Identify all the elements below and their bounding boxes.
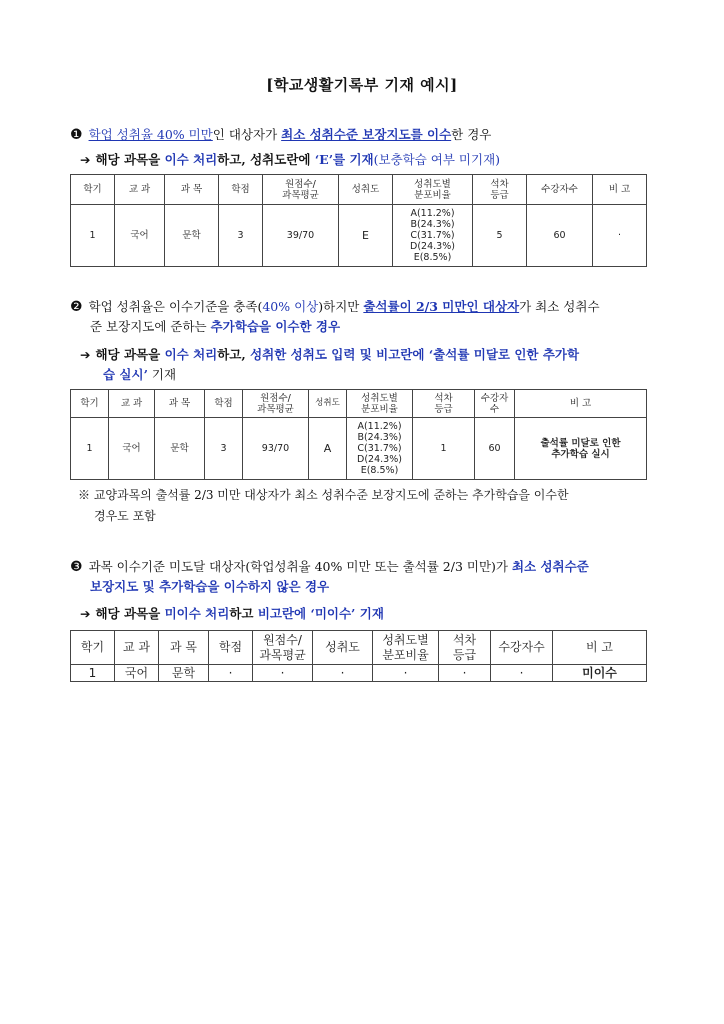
case1-text: 이수 처리 [164,152,218,167]
col-semester: 학기 [71,390,109,418]
case2-heading-line1 [70,298,600,316]
case1-text: 해당 과목을 [95,152,165,167]
header-text: 등급 [490,189,509,201]
case3-text: 비고란에 ‘미이수’ 기재 [257,606,384,621]
case3-text: 보장지도 및 추가학습을 이수하지 않은 경우 [90,579,330,594]
header-text: 분포비율 [414,189,451,201]
case1-bullet: ❶ [70,127,83,143]
cell-subject: 문학 [165,205,219,267]
table-row [71,665,647,682]
dist-item: D(24.3%) [357,454,402,465]
case2-text: 이수 처리 [164,347,218,362]
col-semester: 학기 [71,631,115,665]
table-header-row [71,175,647,205]
col-subject: 과 목 [165,175,219,205]
cell-rank: · [439,665,491,682]
dist-item: E(8.5%) [413,252,452,263]
case2-note-line2: 경우도 포함 [94,509,156,523]
col-credit: 학점 [209,631,253,665]
case2-text: 40% 이상 [262,299,319,314]
case1-instruction [80,151,500,169]
dist-item: A(11.2%) [410,208,455,219]
header-text: 과목평균 [259,647,306,662]
case1-text: 하고, 성취도란에 [217,152,315,167]
page-title: [학교생활기록부 기재 예시] [266,76,458,94]
col-distribution [393,175,473,205]
case3-bullet: ❸ [70,559,83,575]
cell-distribution: · [373,665,439,682]
case1-heading [70,126,491,144]
dist-item: B(24.3%) [357,432,402,443]
case1-text: 학업 성취율 40% 미만 [88,127,213,142]
cell-raw-score: 93/70 [243,418,309,480]
cell-achievement: · [313,665,373,682]
col-students: 수강자수 [491,631,553,665]
case3-text: 해당 과목을 [95,606,165,621]
header-text: 성취도별 [382,632,429,647]
header-text: 원점수/ [260,392,291,404]
cell-raw-score: 39/70 [263,205,339,267]
dist-item: B(24.3%) [410,219,455,230]
col-subject: 과 목 [155,390,205,418]
case2-instruction-line2 [103,366,176,384]
header-text: 성취도별 [414,178,451,190]
case2-text: 추가학습을 이수한 경우 [210,319,341,334]
cell-remarks [515,418,647,480]
case3-instruction [80,605,384,623]
col-credit: 학점 [219,175,263,205]
remarks-text: 출석률 미달로 인한 [540,437,621,449]
case1-text: ‘E’를 기재 [314,152,374,167]
table-header-row [71,390,647,418]
header-text: 분포비율 [361,403,398,415]
case2-note-line1: ※ 교양과목의 출석률 2/3 미만 대상자가 최소 성취수준 보장지도에 준하는 추가학습을 이수한 [78,488,569,502]
header-text: 석차 [490,178,509,190]
col-semester: 학기 [71,175,115,205]
cell-subject: 문학 [155,418,205,480]
case3-heading-line1 [70,558,589,576]
cell-distribution [393,205,473,267]
cell-semester: 1 [71,665,115,682]
header-text: 수강자 [480,392,509,404]
col-achievement: 성취도 [309,390,347,418]
col-achievement: 성취도 [339,175,393,205]
case2-text: 하고, [217,347,251,362]
case2-text: 학업 성취율은 이수기준을 충족( [88,299,263,314]
case1-text: 한 경우 [451,127,492,142]
case2-bullet: ❷ [70,299,83,315]
header-text: 성취도별 [361,392,398,404]
case1-text: 최소 성취수준 보장지도를 이수 [281,127,452,142]
col-subject-group: 교 과 [109,390,155,418]
cell-students: 60 [475,418,515,480]
cell-remarks: 미이수 [553,665,647,682]
header-text: 과목평균 [282,189,319,201]
header-text: 원점수/ [285,178,316,190]
col-raw-score [253,631,313,665]
col-students [475,390,515,418]
case2-text: 출석률이 2/3 미만인 대상자 [363,299,520,314]
case2-text: 준 보장지도에 준하는 [90,319,211,334]
col-distribution [373,631,439,665]
cell-subject: 문학 [159,665,209,682]
case3-text: 과목 이수기준 미도달 대상자(학업성취율 40% 미만 또는 출석률 2/3 미만)가 [88,559,512,574]
dist-item: C(31.7%) [410,230,455,241]
dist-item: D(24.3%) [410,241,455,252]
remarks-text: 추가학습 실시 [551,448,610,460]
dist-item: C(31.7%) [357,443,402,454]
cell-raw-score: · [253,665,313,682]
case3-heading-line2 [90,578,329,596]
header-text: 분포비율 [382,647,429,662]
header-text: 등급 [452,647,477,662]
cell-subject-group: 국어 [115,205,165,267]
case2-text: 해당 과목을 [95,347,165,362]
case2-text: 가 최소 성취수 [519,299,600,314]
cell-remarks: · [593,205,647,267]
col-subject: 과 목 [159,631,209,665]
col-raw-score [263,175,339,205]
dist-item: A(11.2%) [357,421,402,432]
arrow-icon: ➔ [80,347,91,362]
cell-subject-group: 국어 [115,665,159,682]
col-rank [413,390,475,418]
cell-achievement: E [339,205,393,267]
record-table-3 [70,630,647,682]
case2-heading-line2 [90,318,340,336]
col-rank [473,175,527,205]
table-header-row [71,631,647,665]
header-text: 석차 [452,632,477,647]
table-row [71,418,647,480]
col-distribution [347,390,413,418]
cell-credit: 3 [205,418,243,480]
cell-distribution [347,418,413,480]
case1-text: 인 대상자 [212,127,266,142]
col-rank [439,631,491,665]
col-remarks: 비 고 [593,175,647,205]
dist-item: E(8.5%) [360,465,399,476]
col-students: 수강자수 [527,175,593,205]
cell-semester: 1 [71,205,115,267]
cell-credit: 3 [219,205,263,267]
case3-text: 하고 [229,606,258,621]
arrow-icon: ➔ [80,152,91,167]
case3-text: 최소 성취수준 [511,559,589,574]
cell-semester: 1 [71,418,109,480]
cell-students: 60 [527,205,593,267]
case2-text: 기재 [147,367,177,382]
col-raw-score [243,390,309,418]
case2-text: 습 실시’ [103,367,148,382]
col-subject-group: 교 과 [115,175,165,205]
col-achievement: 성취도 [313,631,373,665]
cell-students: · [491,665,553,682]
case2-instruction-line1 [80,346,579,364]
cell-rank: 1 [413,418,475,480]
cell-achievement: A [309,418,347,480]
col-subject-group: 교 과 [115,631,159,665]
header-text: 원점수/ [263,632,302,647]
case1-text: 가 [265,127,282,142]
header-text: 수 [489,403,500,415]
header-text: 등급 [434,403,453,415]
case2-text: )하지만 [318,299,364,314]
case2-text: 성취한 성취도 입력 및 비고란에 ‘출석률 미달로 인한 추가학 [250,347,580,362]
cell-subject-group: 국어 [109,418,155,480]
col-remarks: 비 고 [515,390,647,418]
cell-credit: · [209,665,253,682]
record-table-1 [70,174,647,267]
header-text: 과목평균 [257,403,294,415]
cell-rank: 5 [473,205,527,267]
arrow-icon: ➔ [80,606,91,621]
col-remarks: 비 고 [553,631,647,665]
header-text: 석차 [434,392,453,404]
case1-text: (보충학습 여부 미기재) [373,152,501,167]
col-credit: 학점 [205,390,243,418]
table-row [71,205,647,267]
record-table-2 [70,389,647,480]
case3-text: 미이수 처리 [164,606,230,621]
